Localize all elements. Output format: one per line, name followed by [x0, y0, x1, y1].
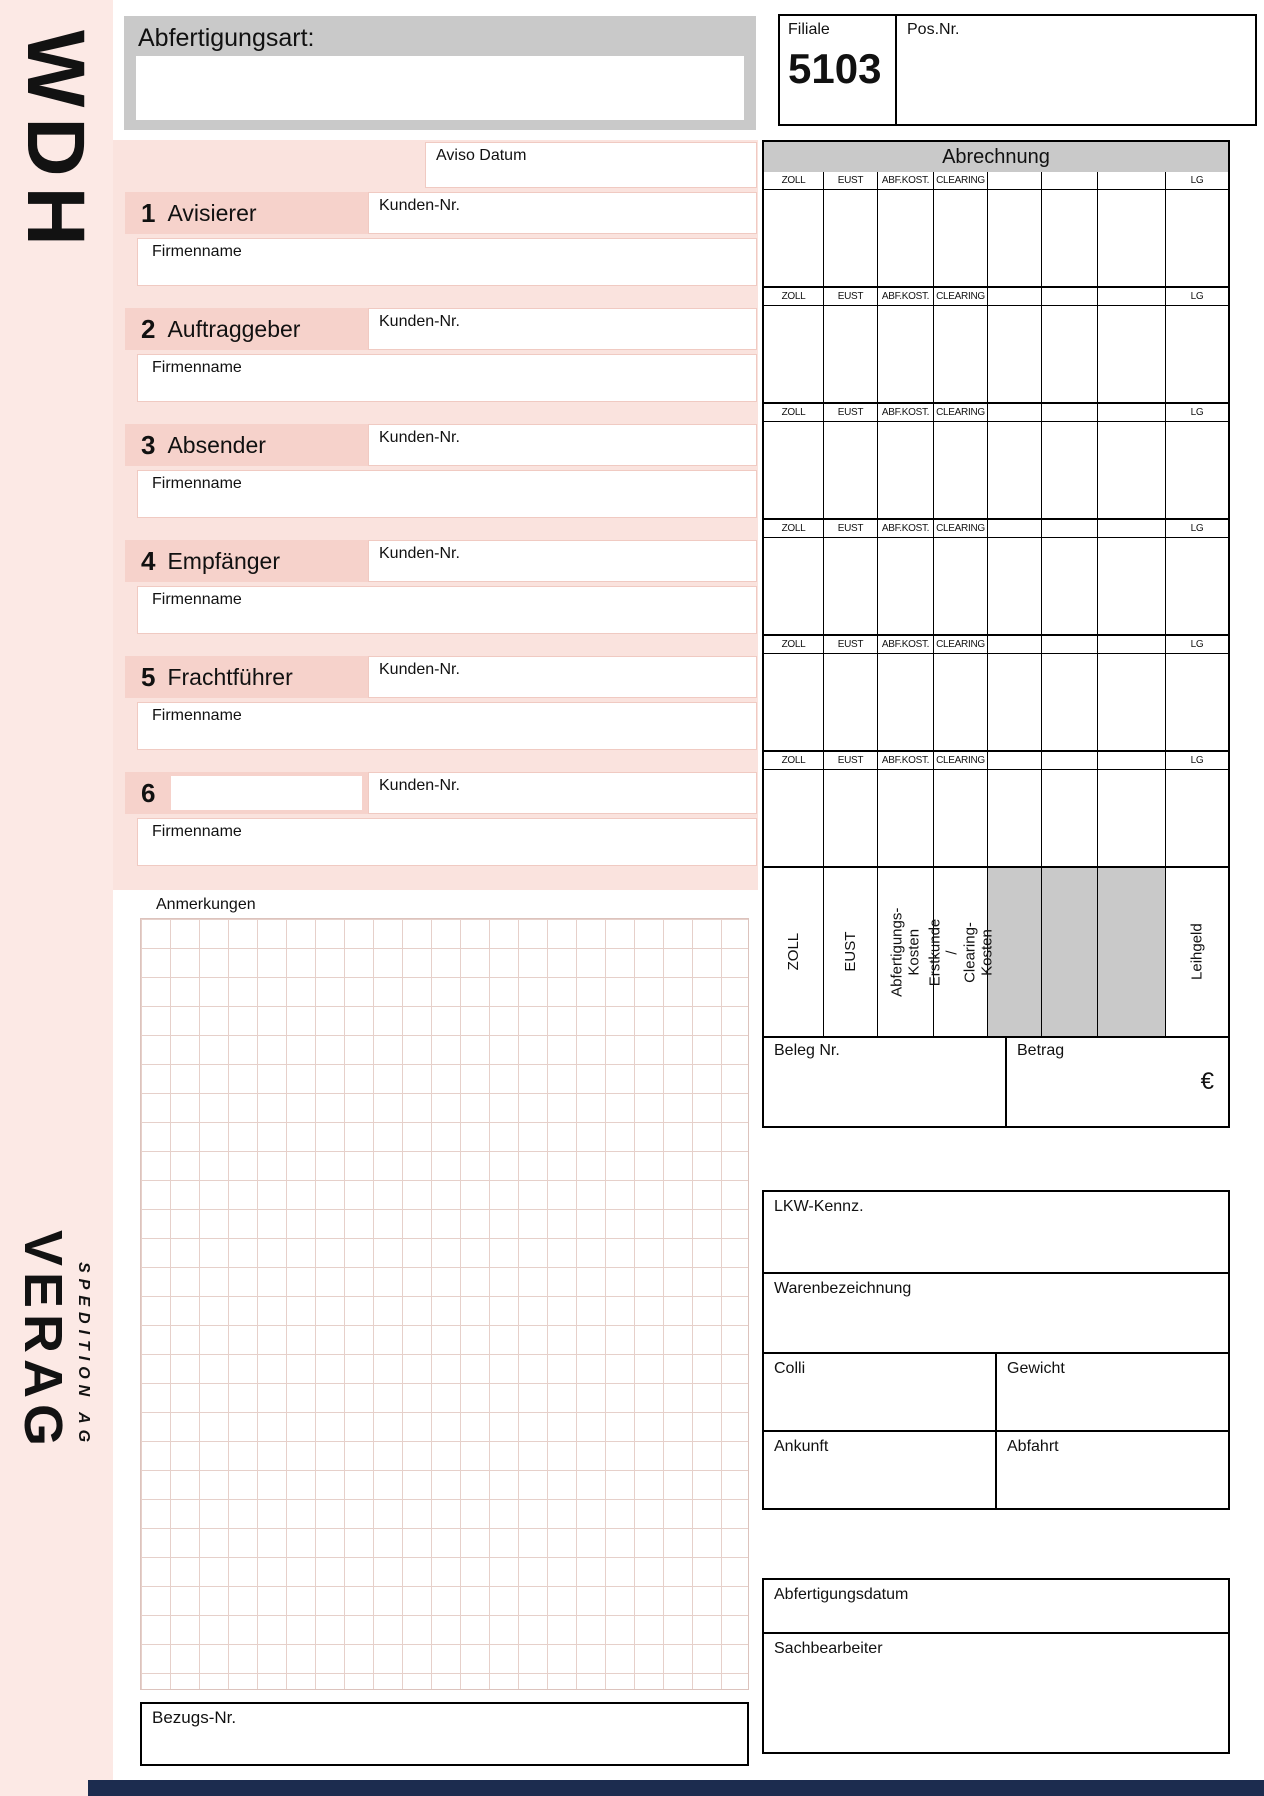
party-number: 1 [141, 197, 156, 228]
col-header-blank2 [1042, 752, 1098, 769]
col-header-clearing: CLEARING [934, 636, 988, 653]
abrechnung-cell[interactable] [824, 422, 878, 518]
abrechnung-cell[interactable] [988, 190, 1042, 286]
abrechnung-title: Abrechnung [762, 140, 1230, 174]
abrechnung-cell[interactable] [764, 422, 824, 518]
posnr-label: Pos.Nr. [907, 21, 960, 38]
abrechnung-row-block [764, 636, 1228, 752]
col-header-blank2 [1042, 404, 1098, 421]
col-header-lg: LG [1190, 639, 1204, 650]
abrechnung-cell[interactable] [1166, 654, 1228, 750]
col-header-eust: EUST [824, 752, 878, 769]
betrag-label: Betrag [1017, 1042, 1065, 1059]
abrechnung-cell[interactable] [824, 538, 878, 634]
col-header-abfkost: ABF.KOST. [878, 172, 934, 189]
abrechnung-cell[interactable] [764, 190, 824, 286]
abfertigungsart-label: Abfertigungsart: [138, 24, 315, 52]
col-header-abfkost: ABF.KOST. [878, 404, 934, 421]
party-number: 6 [141, 777, 156, 808]
abrechnung-cell[interactable] [1098, 306, 1166, 402]
abrechnung-cell[interactable] [1166, 190, 1228, 286]
ankunft-field[interactable] [764, 1432, 997, 1508]
kunden-nr-label: Kunden-Nr. [379, 197, 460, 214]
kunden-nr-field[interactable] [368, 540, 757, 582]
abfahrt-field[interactable] [997, 1432, 1228, 1508]
col-header-lg: LG [1190, 523, 1204, 534]
abfertigungsdatum-label: Abfertigungsdatum [774, 1586, 909, 1603]
abrechnung-cell[interactable] [934, 422, 988, 518]
abrechnung-cell[interactable] [824, 770, 878, 868]
firmenname-label: Firmenname [152, 243, 242, 260]
company-subtitle-vertical: SPEDITION AG [75, 1262, 92, 1449]
processing-section [762, 1578, 1230, 1754]
abrechnung-cell[interactable] [1042, 422, 1098, 518]
sachbearbeiter-label: Sachbearbeiter [774, 1640, 883, 1657]
footer-label-clearingkosten: Erstkunde / Clearing-Kosten [934, 868, 988, 1036]
abrechnung-cell[interactable] [824, 654, 878, 750]
kunden-nr-field[interactable] [368, 772, 757, 814]
betrag-field[interactable] [1007, 1038, 1228, 1126]
abrechnung-row-block [764, 172, 1228, 288]
lkw-kennz-field[interactable] [764, 1192, 1228, 1272]
col-header-blank3 [1098, 172, 1166, 189]
shipment-section [762, 1190, 1230, 1510]
col-header-blank2 [1042, 172, 1098, 189]
kunden-nr-label: Kunden-Nr. [379, 545, 460, 562]
abrechnung-row-block [764, 288, 1228, 404]
firmenname-label: Firmenname [152, 359, 242, 376]
abrechnung-footer-labels [762, 866, 1230, 1038]
party-name: Auftraggeber [167, 315, 301, 342]
abrechnung-row-block [764, 752, 1228, 868]
col-header-zoll: ZOLL [764, 172, 824, 189]
warenbezeichnung-label: Warenbezeichnung [774, 1280, 912, 1297]
abrechnung-cell[interactable] [1042, 770, 1098, 868]
colli-field[interactable] [764, 1354, 997, 1430]
col-header-blank3 [1098, 288, 1166, 305]
abrechnung-cell[interactable] [988, 422, 1042, 518]
firmenname-label: Firmenname [152, 707, 242, 724]
anmerkungen-grid[interactable] [140, 918, 749, 1690]
abfertigungsart-section [124, 16, 756, 130]
party-band [125, 540, 368, 582]
kunden-nr-label: Kunden-Nr. [379, 313, 460, 330]
firmenname-field[interactable] [137, 354, 757, 402]
firmenname-label: Firmenname [152, 591, 242, 608]
form-code-vertical: WDH [10, 30, 101, 256]
party-name-input[interactable] [171, 776, 362, 810]
footer-blank-gray-3 [1098, 868, 1166, 1036]
abrechnung-cell[interactable] [1042, 190, 1098, 286]
abrechnung-cell[interactable] [1098, 654, 1166, 750]
col-header-zoll: ZOLL [764, 404, 824, 421]
euro-symbol: € [1200, 1068, 1214, 1095]
firmenname-field[interactable] [137, 586, 757, 634]
kunden-nr-label: Kunden-Nr. [379, 777, 460, 794]
col-header-blank2 [1042, 520, 1098, 537]
abfertigungsart-input[interactable] [136, 56, 744, 120]
col-header-abfkost: ABF.KOST. [878, 288, 934, 305]
col-header-zoll: ZOLL [764, 752, 824, 769]
col-header-eust: EUST [824, 636, 878, 653]
col-header-blank3 [1098, 404, 1166, 421]
abrechnung-cell[interactable] [1042, 538, 1098, 634]
colli-gewicht-row [764, 1352, 1228, 1430]
firmenname-field[interactable] [137, 702, 757, 750]
col-header-clearing: CLEARING [934, 172, 988, 189]
party-name: Empfänger [167, 547, 280, 574]
abrechnung-row-block [764, 520, 1228, 636]
footer-blank-gray-2 [1042, 868, 1098, 1036]
bottom-color-bar [88, 1780, 1264, 1796]
abrechnung-cell[interactable] [1042, 654, 1098, 750]
abrechnung-cell[interactable] [1166, 538, 1228, 634]
posnr-field[interactable] [897, 16, 1255, 124]
abrechnung-mini-header [764, 288, 1228, 306]
abrechnung-cell[interactable] [1098, 770, 1166, 868]
col-header-clearing: CLEARING [934, 752, 988, 769]
party-number: 5 [141, 661, 156, 692]
abrechnung-cell[interactable] [1098, 422, 1166, 518]
col-header-abfkost: ABF.KOST. [878, 520, 934, 537]
abrechnung-cell[interactable] [764, 770, 824, 868]
filiale-label: Filiale [788, 21, 830, 38]
col-header-eust: EUST [824, 404, 878, 421]
abrechnung-cell[interactable] [764, 306, 824, 402]
abrechnung-cell[interactable] [764, 538, 824, 634]
abrechnung-cell[interactable] [988, 306, 1042, 402]
filiale-cell [780, 16, 897, 124]
sachbearbeiter-field[interactable] [764, 1634, 1228, 1752]
abrechnung-cell[interactable] [934, 190, 988, 286]
abrechnung-cell[interactable] [1098, 538, 1166, 634]
abrechnung-mini-header [764, 520, 1228, 538]
col-header-lg: LG [1190, 407, 1204, 418]
col-header-zoll: ZOLL [764, 636, 824, 653]
abrechnung-cell[interactable] [1166, 306, 1228, 402]
abrechnung-cell[interactable] [764, 654, 824, 750]
abrechnung-mini-header [764, 636, 1228, 654]
abrechnung-cell[interactable] [1098, 190, 1166, 286]
ankunft-label: Ankunft [774, 1438, 829, 1455]
firmenname-label: Firmenname [152, 475, 242, 492]
party-band [125, 656, 368, 698]
lkw-kennz-label: LKW-Kennz. [774, 1198, 864, 1215]
party-band [125, 772, 368, 814]
filiale-value: 5103 [788, 45, 882, 92]
warenbezeichnung-field[interactable] [764, 1272, 1228, 1352]
kunden-nr-field[interactable] [368, 656, 757, 698]
footer-label-eust: EUST [824, 868, 878, 1036]
col-header-blank1 [988, 172, 1042, 189]
footer-blank-gray-1 [988, 868, 1042, 1036]
col-header-lg: LG [1190, 291, 1204, 302]
firmenname-field[interactable] [137, 818, 757, 866]
kunden-nr-label: Kunden-Nr. [379, 429, 460, 446]
abrechnung-cell[interactable] [934, 306, 988, 402]
footer-label-zoll: ZOLL [764, 868, 824, 1036]
col-header-eust: EUST [824, 172, 878, 189]
filiale-posnr-box [778, 14, 1257, 126]
col-header-eust: EUST [824, 520, 878, 537]
col-header-clearing: CLEARING [934, 520, 988, 537]
abrechnung-row-block [764, 404, 1228, 520]
ankunft-abfahrt-row [764, 1430, 1228, 1508]
abrechnung-cell[interactable] [934, 654, 988, 750]
col-header-abfkost: ABF.KOST. [878, 752, 934, 769]
abrechnung-mini-header [764, 404, 1228, 422]
bezugs-nr-field[interactable] [140, 1702, 749, 1766]
party-number: 2 [141, 313, 156, 344]
abrechnung-cell[interactable] [878, 538, 934, 634]
aviso-datum-label: Aviso Datum [436, 147, 527, 164]
abrechnung-cell[interactable] [878, 190, 934, 286]
col-header-clearing: CLEARING [934, 288, 988, 305]
abrechnung-mini-header [764, 172, 1228, 190]
kunden-nr-label: Kunden-Nr. [379, 661, 460, 678]
abrechnung-cell[interactable] [878, 770, 934, 868]
abfertigungsdatum-field[interactable] [764, 1580, 1228, 1634]
party-number: 4 [141, 545, 156, 576]
gewicht-label: Gewicht [1007, 1360, 1065, 1377]
col-header-blank2 [1042, 636, 1098, 653]
firmenname-field[interactable] [137, 470, 757, 518]
firmenname-field[interactable] [137, 238, 757, 286]
abrechnung-cell[interactable] [824, 190, 878, 286]
col-header-lg: LG [1190, 755, 1204, 766]
abrechnung-cell[interactable] [1166, 770, 1228, 868]
party-name: Avisierer [167, 199, 257, 226]
abrechnung-mini-header [764, 752, 1228, 770]
abrechnung-cell[interactable] [988, 770, 1042, 868]
abrechnung-cell[interactable] [1042, 306, 1098, 402]
col-header-blank1 [988, 288, 1042, 305]
company-logo-vertical: VERAG [13, 1230, 73, 1453]
beleg-nr-field[interactable] [764, 1038, 1007, 1126]
kunden-nr-field[interactable] [368, 424, 757, 466]
beleg-betrag-row [762, 1036, 1230, 1128]
party-name: Absender [167, 431, 266, 458]
col-header-lg: LG [1190, 175, 1204, 186]
col-header-blank1 [988, 404, 1042, 421]
abrechnung-table [762, 172, 1230, 870]
col-header-blank1 [988, 520, 1042, 537]
party-name: Frachtführer [167, 663, 293, 690]
footer-label-abfertigungskosten: Abfertigungs-Kosten [878, 868, 934, 1036]
gewicht-field[interactable] [997, 1354, 1228, 1430]
abrechnung-cell[interactable] [988, 538, 1042, 634]
col-header-blank3 [1098, 752, 1166, 769]
anmerkungen-label: Anmerkungen [156, 896, 256, 913]
col-header-blank1 [988, 636, 1042, 653]
beleg-nr-label: Beleg Nr. [774, 1042, 840, 1059]
col-header-blank3 [1098, 520, 1166, 537]
abrechnung-cell[interactable] [878, 654, 934, 750]
party-number: 3 [141, 429, 156, 460]
party-band [125, 424, 368, 466]
col-header-clearing: CLEARING [934, 404, 988, 421]
bezugs-nr-label: Bezugs-Nr. [152, 1708, 237, 1727]
colli-label: Colli [774, 1360, 806, 1377]
footer-label-leihgeld: Leihgeld [1188, 923, 1206, 981]
col-header-zoll: ZOLL [764, 520, 824, 537]
col-header-eust: EUST [824, 288, 878, 305]
col-header-zoll: ZOLL [764, 288, 824, 305]
abrechnung-cell[interactable] [934, 770, 988, 868]
kunden-nr-field[interactable] [368, 192, 757, 234]
col-header-abfkost: ABF.KOST. [878, 636, 934, 653]
col-header-blank1 [988, 752, 1042, 769]
col-header-blank2 [1042, 288, 1098, 305]
abrechnung-cell[interactable] [1166, 422, 1228, 518]
abrechnung-cell[interactable] [824, 306, 878, 402]
party-band [125, 308, 368, 350]
firmenname-label: Firmenname [152, 823, 242, 840]
abrechnung-cell[interactable] [878, 422, 934, 518]
abrechnung-cell[interactable] [878, 306, 934, 402]
abfahrt-label: Abfahrt [1007, 1438, 1059, 1455]
col-header-blank3 [1098, 636, 1166, 653]
party-band [125, 192, 368, 234]
aviso-datum-field[interactable] [425, 142, 757, 188]
kunden-nr-field[interactable] [368, 308, 757, 350]
abrechnung-cell[interactable] [934, 538, 988, 634]
abrechnung-cell[interactable] [988, 654, 1042, 750]
